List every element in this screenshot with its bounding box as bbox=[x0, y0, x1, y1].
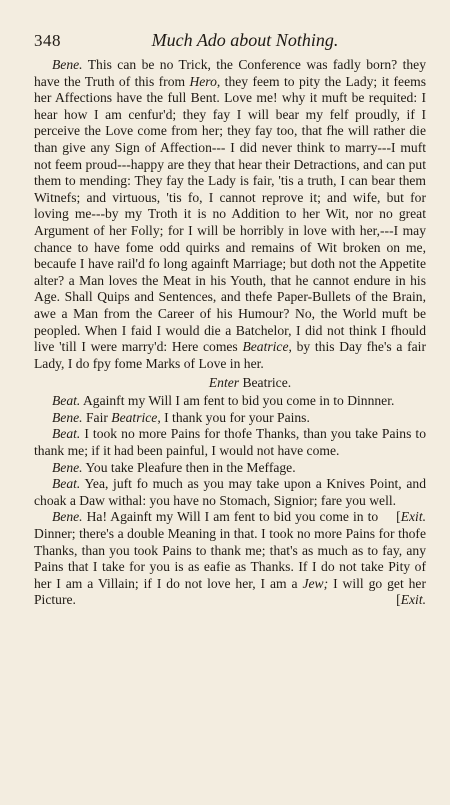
speech-text: I took no more Pains for thofe Thanks, than you take Pains to thank me; if it had been painful, I would not have come. bbox=[34, 426, 426, 459]
speech-paragraph bbox=[34, 410, 426, 427]
speech-text: , by this Day fhe's a fair Lady, I do fpy fome Marks of Love in her. bbox=[34, 339, 426, 371]
exit-bracket: [ bbox=[396, 592, 401, 608]
speech-text: , they feem to pity the Lady; it feems her Affections have the full Bent. Love me! why it muft be requited: I hear how I am cenfur'd; they fay I will bear my felf proudly, if I perceive the Love come from her; they fay too, that fhe will rather die than give any Sign of Affection--- I did never think to marry---I muft not feem proud---happy are they that hear their Detractions, and can put them to mending: They fay the Lady is fair, 'tis a truth, I can bear them Witnefs; and virtuous, 'tis fo, I cannot reprove it; and wife, but for loving me---by my Troth it is no Addition to her Wit, nor no great Argument of her Folly; for I will be horribly in love with her,---I may chance to have fome odd quirks and remains of Wit broken on me, becaufe I have rail'd fo long againft Marriage; but doth not the Appetite alter? a Man loves the Meat in his Youth, that he cannot endure in his Age. Shall Quips and Sentences, and thefe Paper-Bullets of the Brain, awe a Man from the Career of his Humour? No, the World muft be peopled. When I faid I would die a Batchelor, I did not think I fhould live 'till I were marry'd: Here comes bbox=[34, 73, 426, 355]
speech-text: You take Pleafure then in the Meffage. bbox=[82, 459, 296, 475]
speech-text: This can be no Trick, the Conference was fadly born? they have the Truth of this from bbox=[34, 57, 426, 89]
speech-paragraph bbox=[34, 393, 426, 410]
speech-paragraph bbox=[34, 460, 426, 477]
stage-direction bbox=[34, 374, 426, 391]
speech-paragraph bbox=[34, 509, 426, 609]
italic-text: Beatrice bbox=[111, 409, 158, 425]
exit-direction bbox=[378, 509, 426, 526]
exit-word: Exit. bbox=[400, 592, 426, 608]
speech-text: Yea, juft fo much as you may take upon a Knives Point, and choak a Daw withal: you have no Stomach, Signior; fare you well. bbox=[34, 476, 426, 508]
speaker-name: Beat. bbox=[52, 426, 81, 442]
exit-direction bbox=[378, 592, 426, 609]
speaker-name: Beat. bbox=[52, 393, 81, 409]
speech-text: I will go get her Picture. bbox=[34, 575, 426, 608]
exit-bracket: [ bbox=[396, 509, 401, 525]
page-number: 348 bbox=[34, 31, 61, 50]
exit-word: Exit. bbox=[400, 509, 426, 525]
speech-text: Ha! Againft my Will I am fent to bid you come in to Dinner; there's a double Meaning in that. I took no more Pains for thofe Thanks, than you took Pains to thank me; that's as much as to fay, any Pains that I take for you is as eafie as Thanks. If I do not take Pity of her I am a Villain; if I do not love her, I am a bbox=[34, 509, 426, 591]
speaker-name: Bene. bbox=[52, 459, 83, 475]
italic-text: Hero bbox=[189, 73, 217, 89]
speaker-name: Beat. bbox=[52, 476, 81, 492]
page-header bbox=[34, 30, 426, 51]
speaker-name: Bene. bbox=[52, 509, 83, 525]
speaker-name: Bene. bbox=[52, 57, 83, 72]
stage-character-name: Beatrice. bbox=[242, 375, 292, 391]
speech-paragraph bbox=[34, 57, 426, 372]
speaker-name: Bene. bbox=[52, 409, 83, 425]
italic-text: Beatrice bbox=[242, 339, 289, 355]
italic-text: Jew; bbox=[302, 575, 329, 591]
speech-text: Againft my Will I am fent to bid you come in to Dinnner. bbox=[80, 393, 395, 409]
speech-paragraph bbox=[34, 426, 426, 459]
stage-enter-word: Enter bbox=[208, 375, 240, 391]
speech-text: Fair bbox=[82, 409, 112, 425]
play-text bbox=[34, 57, 426, 609]
running-title: Much Ado about Nothing. bbox=[151, 30, 339, 50]
speech-text: , I thank you for your Pains. bbox=[157, 409, 310, 425]
